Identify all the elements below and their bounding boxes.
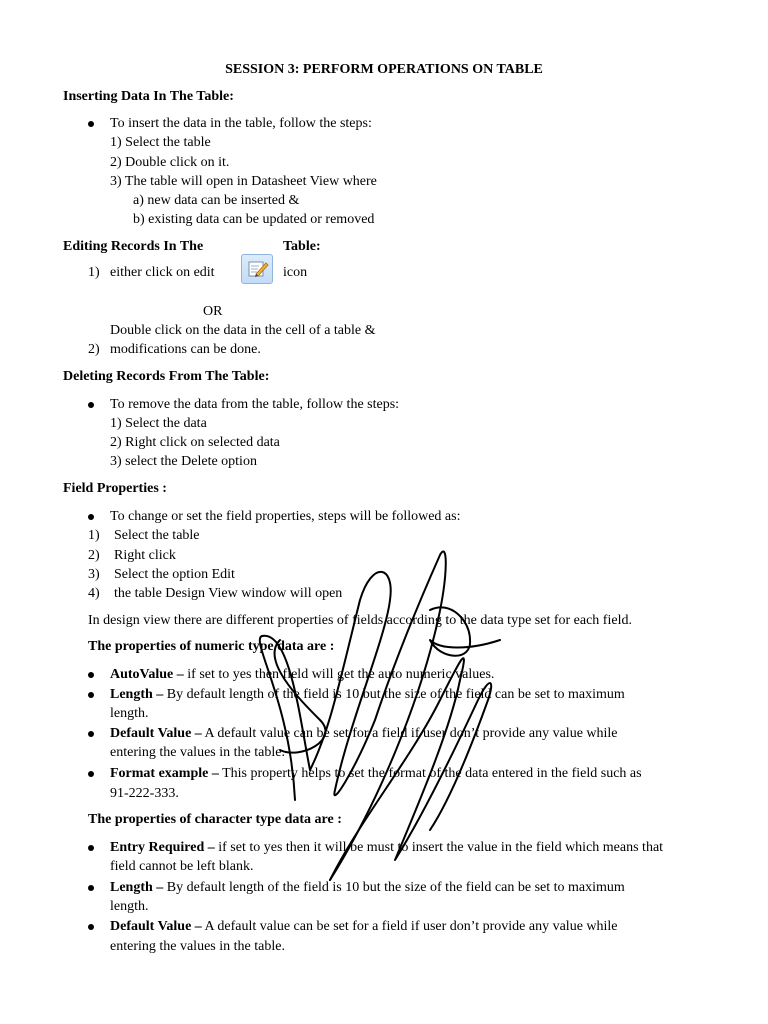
- deleting-step: 1) Select the data: [110, 416, 207, 431]
- section-heading-inserting: Inserting Data In The Table:: [63, 89, 234, 104]
- edit-pencil-icon-glyph: [247, 259, 269, 279]
- property-description-cont: field cannot be left blank.: [110, 859, 254, 874]
- numeric-property-item: [110, 667, 494, 683]
- field-paragraph: In design view there are different properties of fields according to the data type set for each field.: [88, 613, 632, 628]
- editing-icon-label: icon: [283, 265, 308, 280]
- numeric-property-item: [110, 726, 618, 742]
- inserting-step: 2) Double click on it.: [110, 155, 230, 170]
- bullet: [88, 885, 94, 891]
- inserting-step: 1) Select the table: [110, 135, 211, 150]
- editing-or: OR: [203, 304, 223, 319]
- inserting-step: 3) The table will open in Datasheet View where: [110, 174, 377, 189]
- bullet: [88, 121, 94, 127]
- field-intro: To change or set the field properties, steps will be followed as:: [110, 509, 461, 524]
- property-term: AutoValue –: [110, 667, 184, 682]
- property-description: By default length of the field is 10 but the size of the field can be set to maximum: [163, 687, 625, 702]
- property-description-cont: length.: [110, 899, 149, 914]
- section-heading-editing: Editing Records In The: [63, 239, 204, 254]
- property-term: Length –: [110, 880, 164, 895]
- property-description-cont: 91-222-333.: [110, 786, 179, 801]
- deleting-step: 3) select the Delete option: [110, 454, 257, 469]
- bullet: [88, 402, 94, 408]
- inserting-intro: To insert the data in the table, follow the steps:: [110, 116, 372, 131]
- section-heading-field-properties: Field Properties :: [63, 481, 167, 496]
- section-heading-editing-suffix: Table:: [283, 239, 321, 254]
- field-step: Select the table: [114, 528, 200, 543]
- bullet: [88, 692, 94, 698]
- property-term: Length –: [110, 687, 164, 702]
- deleting-step: 2) Right click on selected data: [110, 435, 280, 450]
- numeric-property-item: [110, 766, 642, 782]
- editing-step-number: 1): [88, 265, 100, 280]
- bullet: [88, 924, 94, 930]
- field-step-number: 2): [88, 548, 100, 563]
- field-step: Right click: [114, 548, 176, 563]
- property-description-cont: entering the values in the table.: [110, 939, 285, 954]
- section-heading-deleting: Deleting Records From The Table:: [63, 369, 270, 384]
- edit-pencil-icon: [241, 254, 273, 284]
- property-description-cont: length.: [110, 706, 149, 721]
- editing-step-text: modifications can be done.: [110, 342, 261, 357]
- bullet: [88, 771, 94, 777]
- property-term: Format example –: [110, 766, 219, 781]
- page-title: SESSION 3: PERFORM OPERATIONS ON TABLE: [225, 62, 543, 77]
- property-term: Default Value –: [110, 919, 202, 934]
- editing-step-text: either click on edit: [110, 265, 215, 280]
- field-step-number: 4): [88, 586, 100, 601]
- property-term: Entry Required –: [110, 840, 215, 855]
- character-property-item: [110, 880, 625, 896]
- field-step-number: 3): [88, 567, 100, 582]
- editing-alt-line: Double click on the data in the cell of a table &: [110, 323, 376, 338]
- field-step-number: 1): [88, 528, 100, 543]
- bullet: [88, 845, 94, 851]
- property-description: A default value can be set for a field if user don’t provide any value while: [201, 726, 618, 741]
- property-term: Default Value –: [110, 726, 202, 741]
- property-description: A default value can be set for a field if user don’t provide any value while: [201, 919, 618, 934]
- inserting-substep: b) existing data can be updated or removed: [133, 212, 375, 227]
- field-step: Select the option Edit: [114, 567, 235, 582]
- property-description: By default length of the field is 10 but the size of the field can be set to maximum: [163, 880, 625, 895]
- property-description: if set to yes then field will get the auto numeric values.: [183, 667, 495, 682]
- editing-step-number: 2): [88, 342, 100, 357]
- deleting-intro: To remove the data from the table, follow the steps:: [110, 397, 400, 412]
- property-description: if set to yes then it will be must to insert the value in the field which means that: [214, 840, 664, 855]
- property-description: This property helps to set the format of the data entered in the field such as: [218, 766, 642, 781]
- property-description-cont: entering the values in the table.: [110, 745, 285, 760]
- field-step: the table Design View window will open: [114, 586, 343, 601]
- bullet: [88, 514, 94, 520]
- inserting-substep: a) new data can be inserted &: [133, 193, 300, 208]
- character-property-item: [110, 919, 618, 935]
- numeric-properties-heading: The properties of numeric type data are :: [88, 639, 335, 654]
- character-properties-heading: The properties of character type data are :: [88, 812, 342, 827]
- bullet: [88, 731, 94, 737]
- bullet: [88, 672, 94, 678]
- numeric-property-item: [110, 687, 625, 703]
- character-property-item: [110, 840, 663, 856]
